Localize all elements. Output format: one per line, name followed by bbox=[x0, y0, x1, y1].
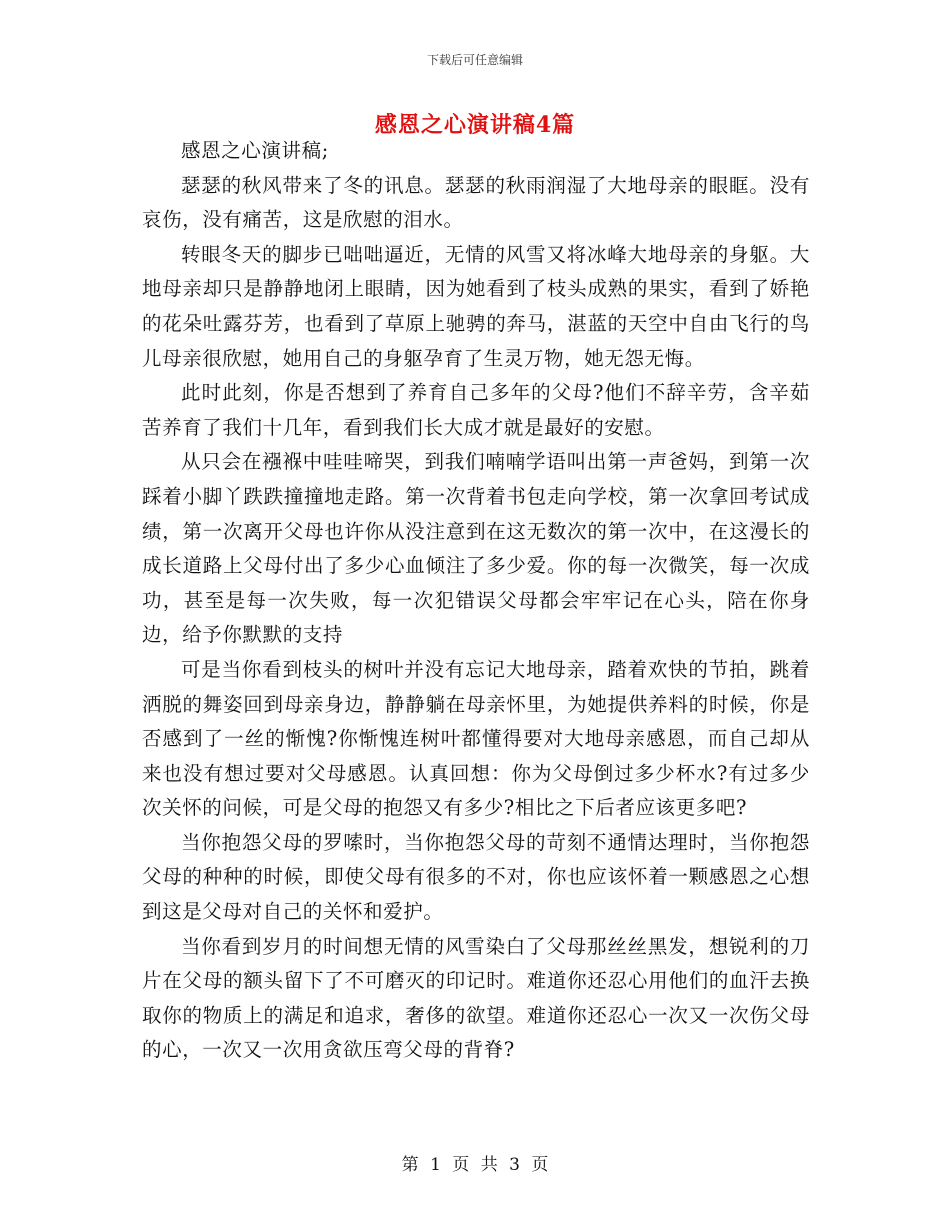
paragraph-1: 感恩之心演讲稿; bbox=[181, 139, 329, 162]
paragraph-3: 转眼冬天的脚步已咄咄逼近，无情的风雪又将冰峰大地母亲的身躯。大地母亲却只是静静地闭上眼睛，因为她看到了枝头成熟的果实，看到了娇艳的花朵吐露芬芳，也看到了草原上驰骋的奔马，湛蓝的天空中自由飞行的鸟儿母亲很欣慰，她用自己的身躯孕育了生灵万物，她无怨无悔。 bbox=[142, 242, 810, 370]
paragraph-8: 当你看到岁月的时间想无情的风雪染白了父母那丝丝黑发，想锐利的刀片在父母的额头留下了不可磨灭的印记时。难道你还忍心用他们的血汗去换取你的物质上的满足和追求，奢侈的欲望。难道你还忍心一次又一次伤父母的心，一次又一次用贪欲压弯父母的背脊? bbox=[142, 934, 810, 1062]
page-number-footer: 第 1 页 共 3 页 bbox=[401, 1155, 549, 1175]
paragraph-4: 此时此刻，你是否想到了养育自己多年的父母?他们不辞辛劳，含辛茹苦养育了我们十几年，看到我们长大成才就是最好的安慰。 bbox=[142, 381, 810, 439]
document-title: 感恩之心演讲稿4篇 bbox=[374, 112, 576, 138]
paragraph-6: 可是当你看到枝头的树叶并没有忘记大地母亲，踏着欢快的节拍，跳着洒脱的舞姿回到母亲身边，静静躺在母亲怀里，为她提供养料的时候，你是否感到了一丝的惭愧?你惭愧连树叶都懂得要对大地母亲感恩，而自己却从来也没有想过要对父母感恩。认真回想：你为父母倒过多少杯水?有过多少次关怀的问候，可是父母的抱怨又有多少?相比之下后者应该更多吧? bbox=[142, 657, 810, 820]
document-body bbox=[142, 134, 810, 1068]
page-header: 下载后可任意编辑 bbox=[426, 53, 523, 67]
paragraph-7: 当你抱怨父母的罗嗦时，当你抱怨父母的苛刻不通情达理时，当你抱怨父母的种种的时候，即使父母有很多的不对，你也应该怀着一颗感恩之心想到这是父母对自己的关怀和爱护。 bbox=[142, 830, 810, 924]
paragraph-2: 瑟瑟的秋风带来了冬的讯息。瑟瑟的秋雨润湿了大地母亲的眼眶。没有哀伤，没有痛苦，这是欣慰的泪水。 bbox=[142, 173, 810, 232]
paragraph-5: 从只会在襁褓中哇哇啼哭，到我们喃喃学语叫出第一声爸妈，到第一次踩着小脚丫跌跌撞撞地走路。第一次背着书包走向学校，第一次拿回考试成绩，第一次离开父母也许你从没注意到在这无数次的第一次中，在这漫长的成长道路上父母付出了多少心血倾注了多少爱。你的每一次微笑，每一次成功，甚至是每一次失败，每一次犯错误父母都会牢牢记在心头，陪在你身边，给予你默默的支持 bbox=[142, 450, 810, 647]
